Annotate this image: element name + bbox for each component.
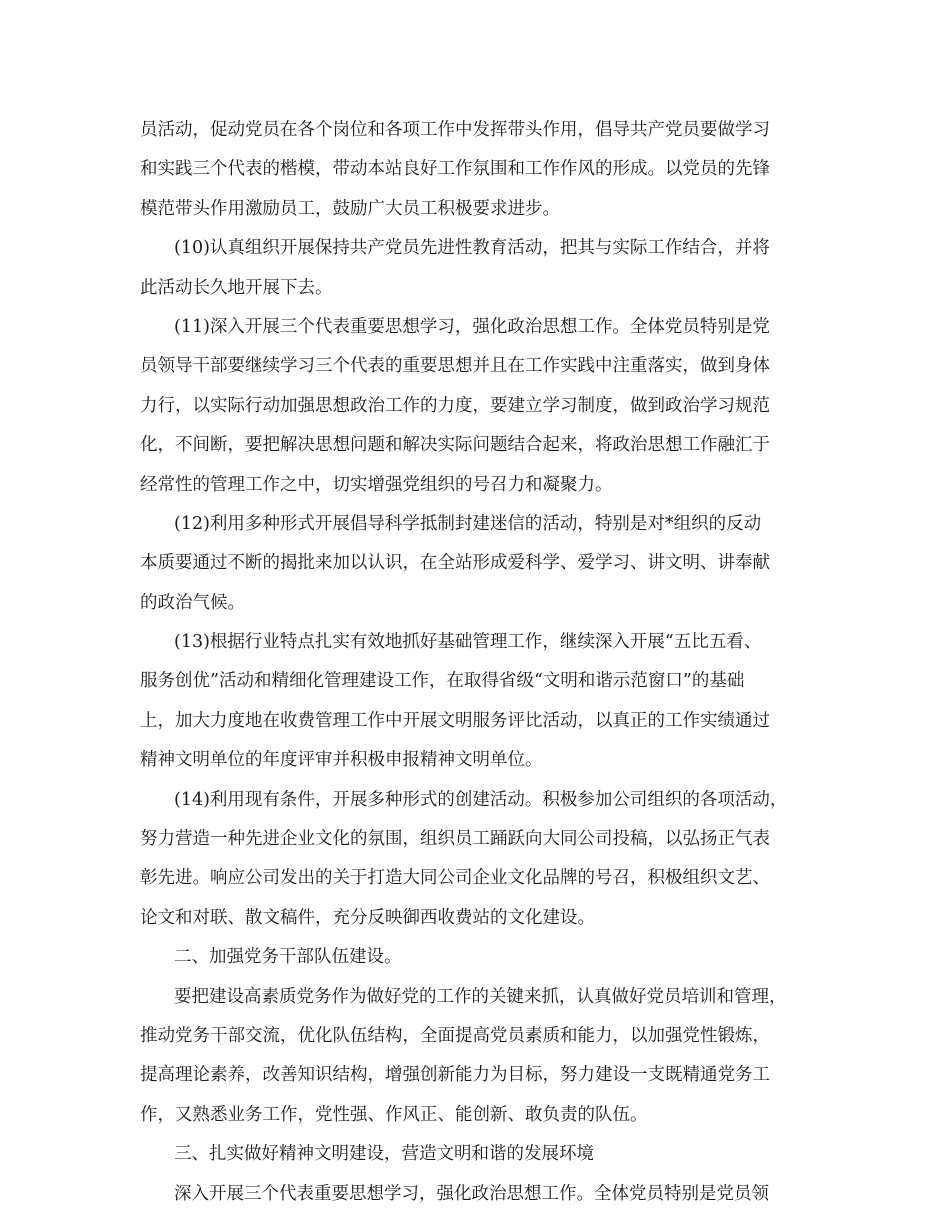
text-line: 作，又熟悉业务工作，党性强、作风正、能创新、敢负责的队伍。 (140, 1104, 648, 1125)
text-line: 员领导干部要继续学习三个代表的重要思想并且在工作实践中注重落实，做到身体 (140, 356, 770, 377)
paragraph-start-line: (14)利用现有条件，开展多种形式的创建活动。积极参加公司组织的各项活动， (174, 789, 788, 810)
paragraph-start-line: (12)利用多种形式开展倡导科学抵制封建迷信的活动，特别是对*组织的反动 (174, 513, 762, 534)
text-line: 提高理论素养，改善知识结构，增强创新能力为目标，努力建设一支既精通党务工 (140, 1065, 770, 1086)
text-line: 此活动长久地开展下去。 (140, 277, 333, 298)
text-line: 化，不间断，要把解决思想问题和解决实际问题结合起来，将政治思想工作融汇于 (140, 435, 770, 456)
section-heading: 三、扎实做好精神文明建设，营造文明和谐的发展环境 (174, 1144, 594, 1165)
text-line: 本质要通过不断的揭批来加以认识，在全站形成爱科学、爱学习、讲文明、讲奉献 (140, 553, 770, 574)
text-line: 和实践三个代表的楷模，带动本站良好工作氛围和工作作风的形成。以党员的先锋 (140, 159, 770, 180)
text-line: 的政治气候。 (140, 592, 245, 613)
text-line: 彰先进。响应公司发出的关于打造大同公司企业文化品牌的号召，积极组织文艺、 (140, 868, 770, 889)
text-line: 服务创优”活动和精细化管理建设工作，在取得省级“文明和谐示范窗口”的基础 (140, 671, 745, 692)
paragraph-start-line: (13)根据行业特点扎实有效地抓好基础管理工作，继续深入开展“五比五看、 (174, 632, 762, 653)
text-line: 努力营造一种先进企业文化的氛围，组织员工踊跃向大同公司投稿，以弘扬正气表 (140, 829, 770, 850)
text-line: 模范带头作用激励员工，鼓励广大员工积极要求进步。 (140, 198, 560, 219)
text-line: 员活动，促动党员在各个岗位和各项工作中发挥带头作用，倡导共产党员要做学习 (140, 120, 770, 140)
paragraph-start-line: (10)认真组织开展保持共产党员先进性教育活动，把其与实际工作结合，并将 (174, 238, 770, 259)
text-line: 推动党务干部交流，优化队伍结构，全面提高党员素质和能力，以加强党性锻炼， (140, 1025, 770, 1046)
paragraph-start-line: (11)深入开展三个代表重要思想学习，强化政治思想工作。全体党员特别是党 (174, 316, 770, 337)
document-page (140, 111, 820, 1214)
text-line: 经常性的管理工作之中，切实增强党组织的号召力和凝聚力。 (140, 474, 613, 495)
paragraph-start-line: 要把建设高素质党务作为做好党的工作的关键来抓，认真做好党员培训和管理， (174, 986, 787, 1007)
text-line: 精神文明单位的年度评审并积极申报精神文明单位。 (140, 750, 543, 771)
section-heading: 二、加强党务干部队伍建设。 (174, 947, 402, 968)
text-line: 上，加大力度地在收费管理工作中开展文明服务评比活动，以真正的工作实绩通过 (140, 710, 770, 731)
text-line: 力行，以实际行动加强思想政治工作的力度，要建立学习制度，做到政治学习规范 (140, 395, 770, 416)
paragraph-start-line: 深入开展三个代表重要思想学习，强化政治思想工作。全体党员特别是党员领 (174, 1183, 769, 1204)
text-line: 论文和对联、散文稿件，充分反映御西收费站的文化建设。 (140, 907, 595, 928)
